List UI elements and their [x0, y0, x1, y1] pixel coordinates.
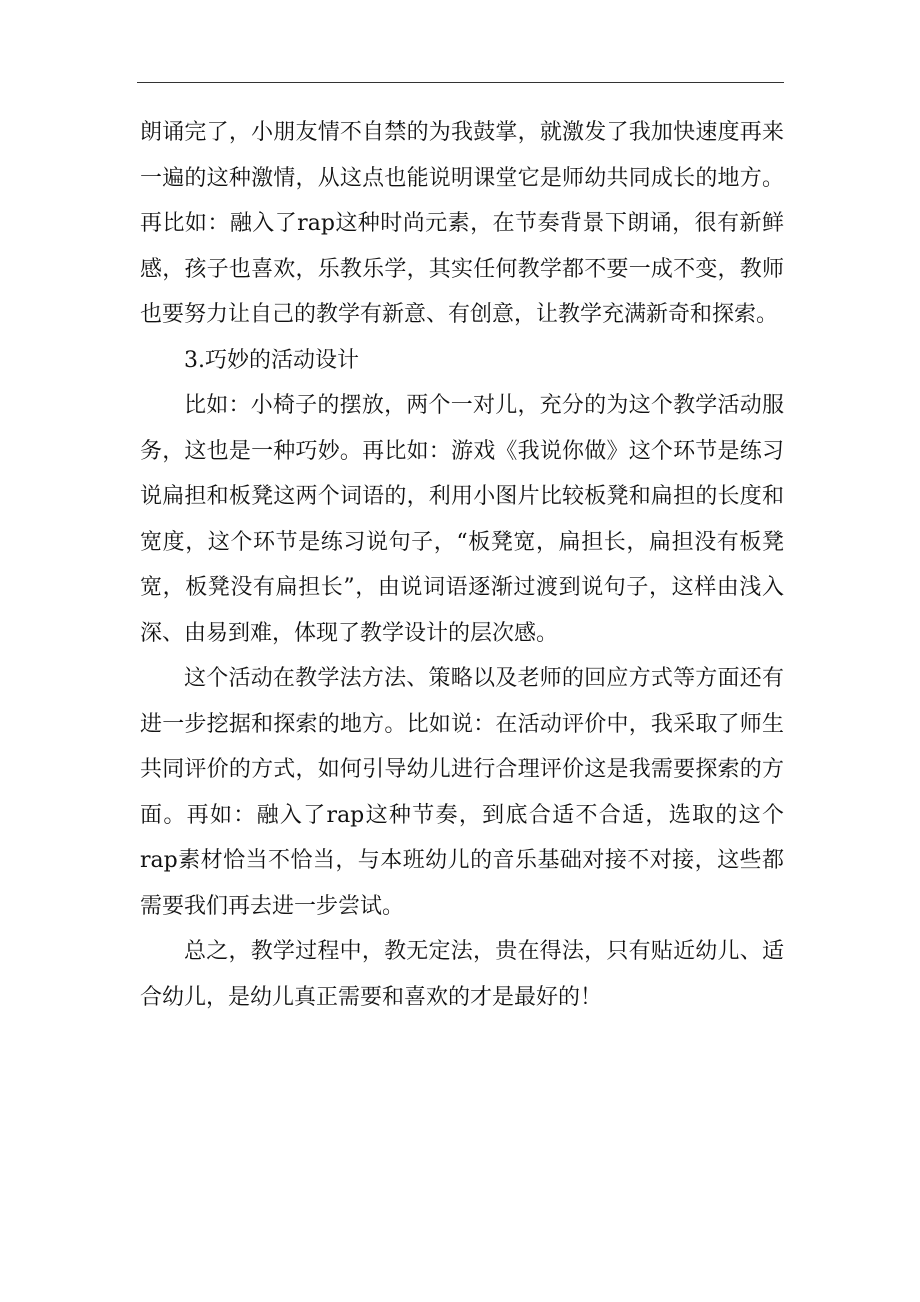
section-heading: 3.巧妙的活动设计 — [184, 347, 359, 373]
paragraph-improvement: 这个活动在教学法方法、策略以及老师的回应方式等方面还有进一步挖据和探索的地方。比如说：在活动评价中，我采取了师生共同评价的方式，如何引导幼儿进行合理评价这是我需要探索的方面。再如：融入了rap这种节奏，到底合适不合适，选取的这个rap素材恰当不恰当，与本班幼儿的音乐基础对接不对接，这些都需要我们再去进一步尝试。 — [140, 666, 784, 919]
paragraph-conclusion: 总之，教学过程中，教无定法，贵在得法，只有贴近幼儿、适合幼儿，是幼儿真正需要和喜欢的才是最好的！ — [140, 939, 784, 1010]
paragraph-continuation: 朗诵完了，小朋友情不自禁的为我鼓掌，就激发了我加快速度再来一遍的这种激情，从这点也能说明课堂它是师幼共同成长的地方。再比如：融入了rap这种时尚元素，在节奏背景下朗诵，很有新鲜感，孩子也喜欢，乐教乐学，其实任何教学都不要一成不变，教师也要努力让自己的教学有新意、有创意，让教学充满新奇和探索。 — [140, 120, 784, 327]
paragraph-activity-design: 比如：小椅子的摆放，两个一对儿，充分的为这个教学活动服务，这也是一种巧妙。再比如：游戏《我说你做》这个环节是练习说扁担和板凳这两个词语的，利用小图片比较板凳和扁担的长度和宽度，这个环节是练习说句子，“板凳宽，扁担长，扁担没有板凳宽，板凳没有扁担长”，由说词语逐渐过渡到说句子，这样由浅入深、由易到难，体现了教学设计的层次感。 — [140, 393, 784, 646]
header-rule — [137, 82, 784, 83]
body-text — [140, 110, 784, 1020]
